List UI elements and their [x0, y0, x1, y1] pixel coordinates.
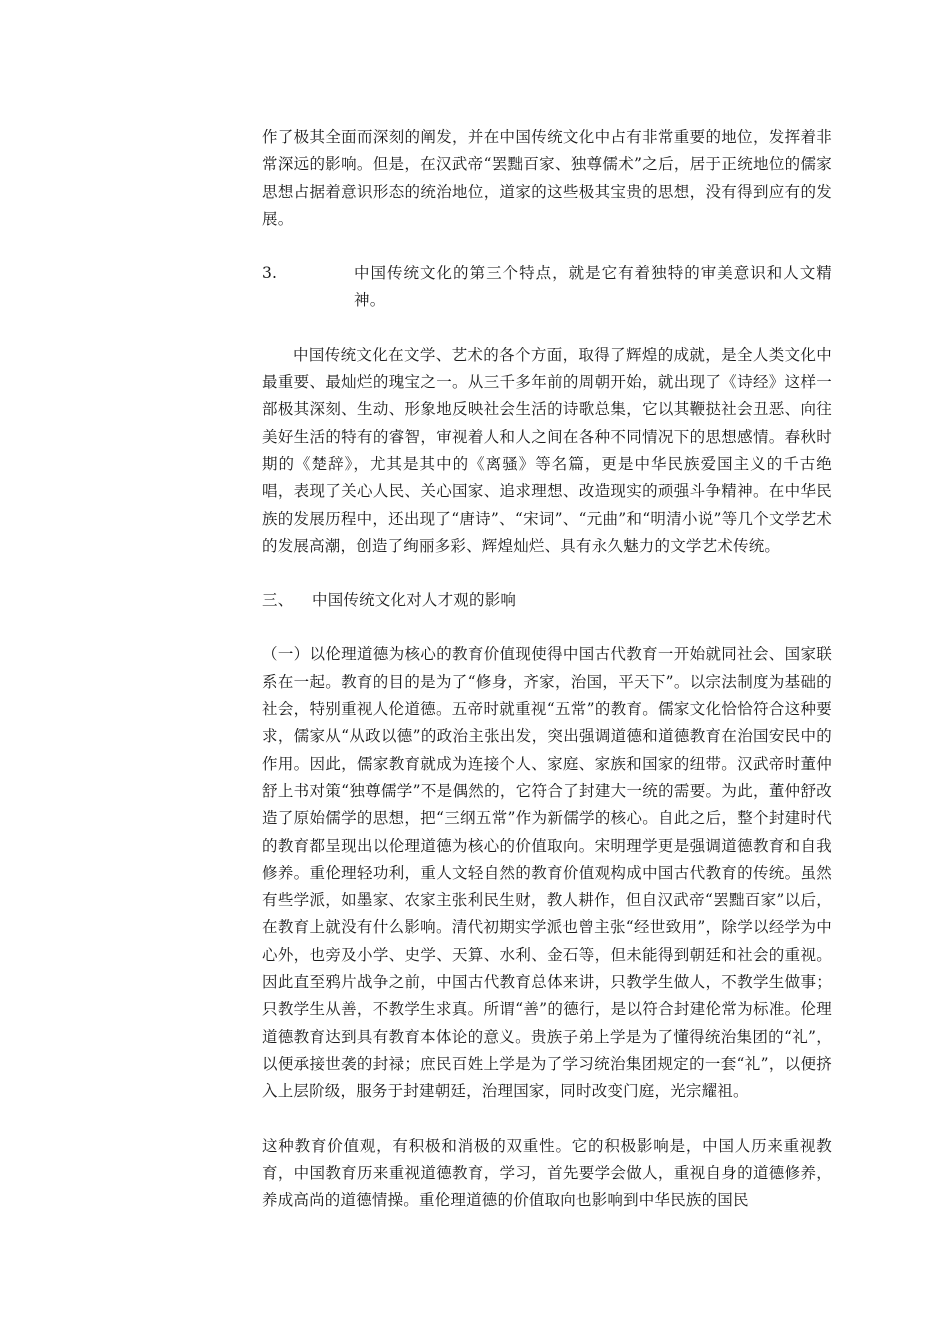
paragraph-dual-nature: 这种教育价值观，有积极和消极的双重性。它的积极影响是，中国人历来重视教育，中国教育历来重视道德教育，学习，首先要学会做人，重视自身的道德修养，养成高尚的道德情操。重伦理道德的价值取向也影响到中华民族的国民	[262, 1136, 832, 1210]
paragraph-ethics-education: （一）以伦理道德为核心的教育价值现使得中国古代教育一开始就同社会、国家联系在一起。教育的目的是为了“修身，齐家，治国，平天下”。以宗法制度为基础的社会，特别重视人伦道德。五帝时就重视“五常”的教育。儒家文化恰恰符合这种要求，儒家从“从政以德”的政治主张出发，突出强调道德和道德教育在治国安民中的作用。因此，儒家教育就成为连接个人、家庭、家族和国家的纽带。汉武帝时董仲舒上书对策“独尊儒学”不是偶然的，它符合了封建大一统的需要。为此，董仲舒改造了原始儒学的思想，把“三纲五常”作为新儒学的核心。自此之后，整个封建时代的教育都呈现出以伦理道德为核心的价值取向。宋明理学更是强调道德教育和自我修养。重伦理轻功利，重人文轻自然的教育价值观构成中国古代教育的传统。虽然有些学派，如墨家、农家主张利民生财，教人耕作，但自汉武帝“罢黜百家”以后，在教育上就没有什么影响。清代初期实学派也曾主张“经世致用”，除学以经学为中心外，也旁及小学、史学、天算、水利、金石等，但未能得到朝廷和社会的重视。因此直至鸦片战争之前，中国古代教育总体来讲，只教学生做人，不教学生做事；只教学生从善，不教学生求真。所谓“善”的德行，是以符合封建伦常为标准。伦理道德教育达到具有教育本体论的意义。贵族子弟上学是为了懂得统治集团的“礼”，以便承接世袭的封禄；庶民百姓上学是为了学习统治集团规定的一套“礼”，以便挤入上层阶级，服务于封建朝廷，治理国家，同时改变门庭，光宗耀祖。	[262, 645, 832, 1101]
section-title: 中国传统文化对人才观的影响	[312, 591, 517, 610]
document-body	[262, 124, 832, 1241]
list-item-number: 3.	[262, 264, 278, 283]
section-heading	[262, 587, 832, 614]
section-number: 三、	[262, 591, 294, 610]
list-item-text: 中国传统文化的第三个特点，就是它有着独特的审美意识和人文精神。	[354, 264, 832, 310]
list-item-third-feature	[262, 260, 832, 315]
paragraph-literature-art: 中国传统文化在文学、艺术的各个方面，取得了辉煌的成就，是全人类文化中最重要、最灿烂的瑰宝之一。从三千多年前的周朝开始，就出现了《诗经》这样一部极其深刻、生动、形象地反映社会生活的诗歌总集，它以其鞭挞社会丑恶、向往美好生活的特有的睿智，审视着人和人之间在各种不同情况下的思想感情。春秋时期的《楚辞》，尤其是其中的《离骚》等名篇，更是中华民族爱国主义的千古绝唱，表现了关心人民、关心国家、追求理想、改造现实的顽强斗争精神。在中华民族的发展历程中，还出现了“唐诗”、“宋词”、“元曲”和“明清小说”等几个文学艺术的发展高潮，创造了绚丽多彩、辉煌灿烂、具有永久魅力的文学艺术传统。	[262, 345, 832, 555]
paragraph-daoist-thought: 作了极其全面而深刻的阐发，并在中国传统文化中占有非常重要的地位，发挥着非常深远的影响。但是，在汉武帝“罢黜百家、独尊儒术”之后，居于正统地位的儒家思想占据着意识形态的统治地位，道家的这些极其宝贵的思想，没有得到应有的发展。	[262, 128, 832, 228]
